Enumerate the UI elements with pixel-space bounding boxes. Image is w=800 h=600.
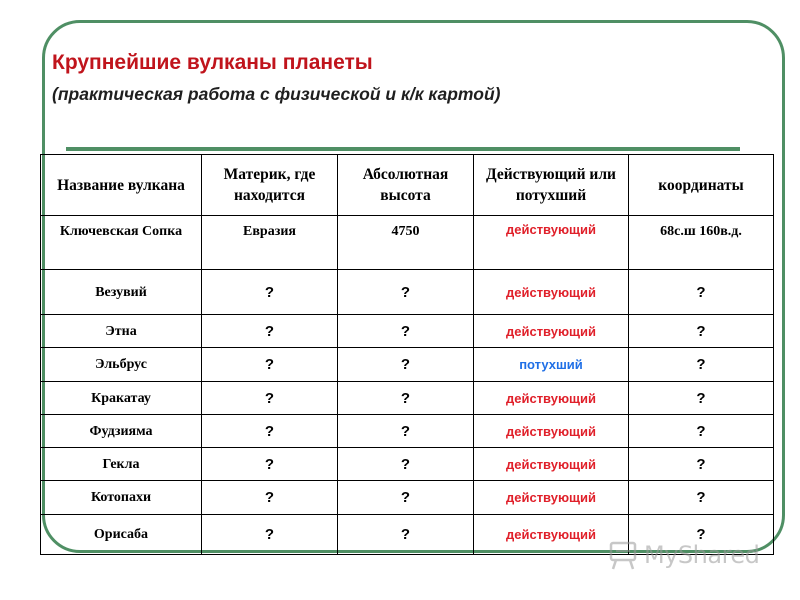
volcano-name-cell: Кракатау (41, 382, 202, 415)
header-continent: Материк, где находится (202, 155, 338, 216)
continent-cell: ? (202, 382, 338, 415)
continent-cell: Евразия (202, 216, 338, 270)
height-cell: ? (338, 415, 474, 448)
height-cell: ? (338, 270, 474, 315)
coordinates-cell: ? (629, 481, 774, 515)
height-cell: ? (338, 515, 474, 555)
volcano-name-cell: Фудзияма (41, 415, 202, 448)
volcano-name-cell: Ключевская Сопка (41, 216, 202, 270)
slide-title: Крупнейшие вулканы планеты (52, 51, 373, 74)
coordinates-cell: ? (629, 382, 774, 415)
height-cell: ? (338, 448, 474, 481)
table-header-row (41, 155, 774, 216)
height-cell: ? (338, 481, 474, 515)
continent-cell: ? (202, 481, 338, 515)
volcano-table (40, 154, 774, 555)
title-divider (66, 147, 740, 151)
continent-cell: ? (202, 315, 338, 348)
status-cell: действующий (474, 382, 629, 415)
table-row (41, 415, 774, 448)
table-row (41, 270, 774, 315)
volcano-name-cell: Гекла (41, 448, 202, 481)
coordinates-cell: 68с.ш 160в.д. (629, 216, 774, 270)
status-cell: потухший (474, 348, 629, 382)
status-cell: действующий (474, 515, 629, 555)
height-cell: ? (338, 315, 474, 348)
slide-subtitle: (практическая работа с физической и к/к картой) (52, 84, 501, 104)
continent-cell: ? (202, 415, 338, 448)
coordinates-cell: ? (629, 448, 774, 481)
header-height: Абсолютная высота (338, 155, 474, 216)
table-row (41, 481, 774, 515)
table-row (41, 216, 774, 270)
continent-cell: ? (202, 270, 338, 315)
watermark-text: MyShared (644, 541, 760, 569)
height-cell: ? (338, 382, 474, 415)
table-row (41, 382, 774, 415)
status-cell: действующий (474, 448, 629, 481)
header-volcano-name: Название вулкана (41, 155, 202, 216)
status-cell: действующий (474, 415, 629, 448)
watermark (608, 538, 768, 572)
coordinates-cell: ? (629, 415, 774, 448)
table-row (41, 315, 774, 348)
status-cell: действующий (474, 315, 629, 348)
volcano-name-cell: Орисаба (41, 515, 202, 555)
header-status: Действующий или потухший (474, 155, 629, 216)
volcano-name-cell: Котопахи (41, 481, 202, 515)
coordinates-cell: ? (629, 515, 774, 555)
status-cell: действующий (474, 481, 629, 515)
continent-cell: ? (202, 515, 338, 555)
volcano-name-cell: Эльбрус (41, 348, 202, 382)
header-coordinates: координаты (629, 155, 774, 216)
coordinates-cell: ? (629, 348, 774, 382)
volcano-name-cell: Этна (41, 315, 202, 348)
status-cell: действующий (474, 270, 629, 315)
status-cell: действующий (474, 216, 629, 270)
table-row (41, 448, 774, 481)
continent-cell: ? (202, 448, 338, 481)
table-row (41, 348, 774, 382)
volcano-name-cell: Везувий (41, 270, 202, 315)
height-cell: ? (338, 348, 474, 382)
continent-cell: ? (202, 348, 338, 382)
coordinates-cell: ? (629, 315, 774, 348)
presentation-board-icon (608, 539, 640, 571)
height-cell: 4750 (338, 216, 474, 270)
coordinates-cell: ? (629, 270, 774, 315)
